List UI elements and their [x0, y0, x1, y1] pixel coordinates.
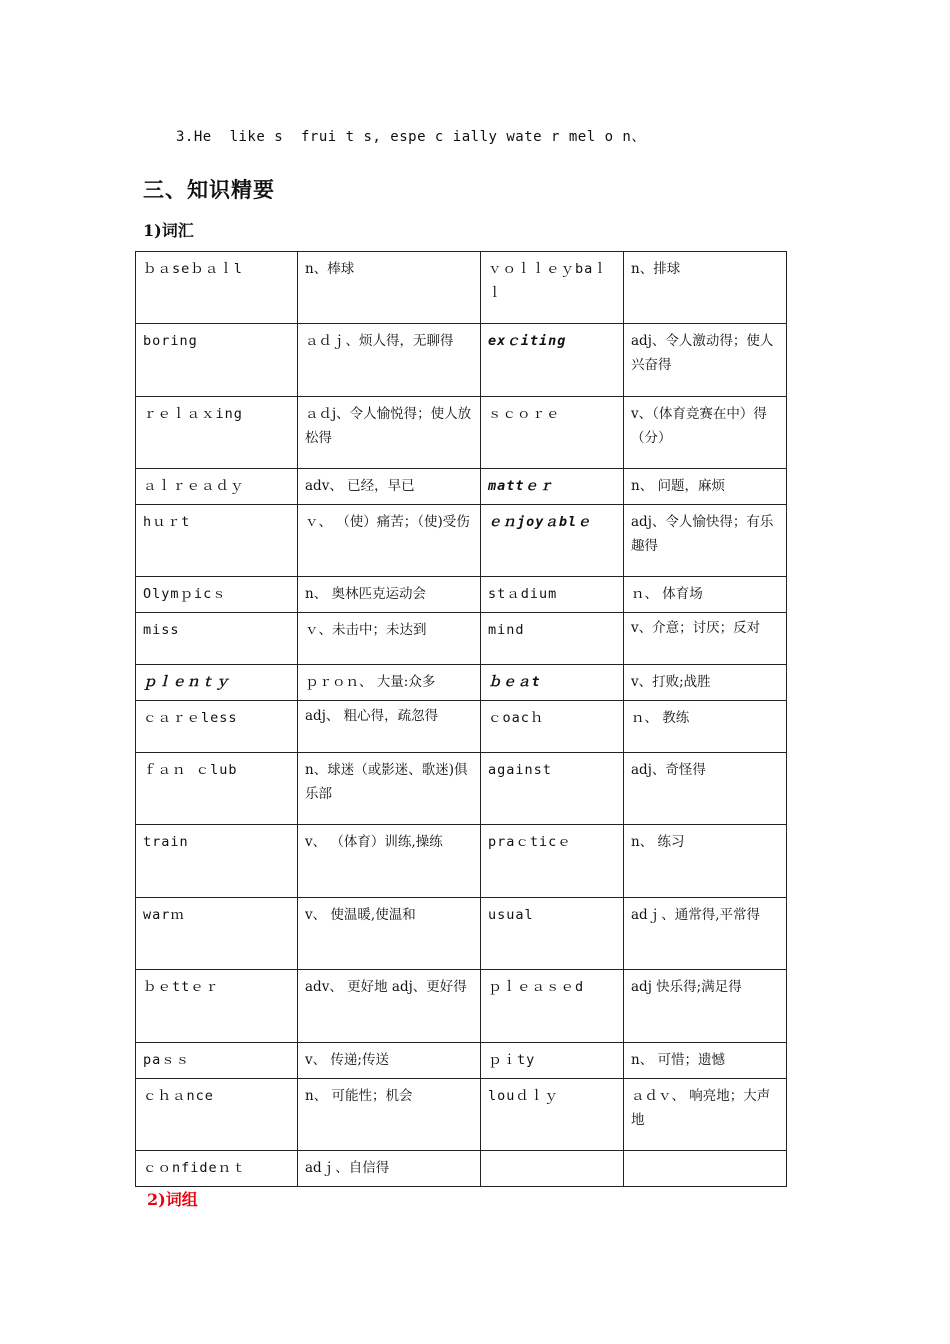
word-cell: warｍ: [136, 898, 298, 970]
table-row: [136, 970, 787, 1043]
word-cell: louｄｌｙ: [481, 1079, 624, 1151]
table-row: [136, 825, 787, 898]
table-row: [136, 577, 787, 613]
word-cell: ｐｌｅａｓｅd: [481, 970, 624, 1043]
table-row: [136, 613, 787, 665]
meaning-cell: n、 问题，麻烦: [624, 469, 787, 505]
table-row: [136, 397, 787, 469]
meaning-cell: n、 练习: [624, 825, 787, 898]
meaning-cell: n、 奥林匹克运动会: [298, 577, 481, 613]
meaning-cell: v、 （体育）训练,操练: [298, 825, 481, 898]
meaning-cell: v、打败;战胜: [624, 665, 787, 701]
meaning-cell: [624, 1151, 787, 1187]
meaning-cell: adj、奇怪得: [624, 753, 787, 825]
table-row: [136, 252, 787, 324]
word-cell: ｃoacｈ: [481, 701, 624, 753]
word-cell: ｓｃｏｒｅ: [481, 397, 624, 469]
meaning-cell: adv、 更好地 adj、更好得: [298, 970, 481, 1043]
meaning-cell: adj、 粗心得，疏忽得: [298, 701, 481, 753]
word-cell: ｖｏｌｌｅｙbaｌｌ: [481, 252, 624, 324]
word-cell: ｅｎjoyａblｅ: [481, 505, 624, 577]
meaning-cell: v、介意；讨厌；反对: [624, 613, 787, 665]
word-cell: exｃiting: [481, 324, 624, 397]
word-cell: paｓｓ: [136, 1043, 298, 1079]
meaning-cell: ａｄｊ、烦人得，无聊得: [298, 324, 481, 397]
word-cell: against: [481, 753, 624, 825]
word-cell: ｂａseｂａｌl: [136, 252, 298, 324]
word-cell: praｃticｅ: [481, 825, 624, 898]
word-cell: ｃｏnfideｎｔ: [136, 1151, 298, 1187]
word-cell: ｒｅｌａｘing: [136, 397, 298, 469]
word-cell: ｆａｎ ｃlub: [136, 753, 298, 825]
word-cell: usual: [481, 898, 624, 970]
word-cell: ｃｈａnce: [136, 1079, 298, 1151]
meaning-cell: adv、 已经，早已: [298, 469, 481, 505]
meaning-cell: adｊ、自信得: [298, 1151, 481, 1187]
meaning-cell: n、球迷（或影迷、歌迷)俱乐部: [298, 753, 481, 825]
table-row: [136, 665, 787, 701]
meaning-cell: adj 快乐得;满足得: [624, 970, 787, 1043]
table-row: [136, 324, 787, 397]
word-cell: Olymｐicｓ: [136, 577, 298, 613]
meaning-cell: adj、令人愉快得；有乐趣得: [624, 505, 787, 577]
meaning-cell: adｊ、通常得,平常得: [624, 898, 787, 970]
meaning-cell: ａｄj、令人愉悦得；使人放松得: [298, 397, 481, 469]
table-row: [136, 469, 787, 505]
table-row: [136, 1043, 787, 1079]
section-title: 三、知识精要: [143, 177, 275, 202]
meaning-cell: v、 使温暖,使温和: [298, 898, 481, 970]
meaning-cell: n、 可惜；遗憾: [624, 1043, 787, 1079]
table-row: [136, 898, 787, 970]
meaning-cell: v、（体育竞赛在中）得（分）: [624, 397, 787, 469]
meaning-cell: ｎ、 体育场: [624, 577, 787, 613]
word-cell: boring: [136, 324, 298, 397]
word-cell: ａｌｒｅａｄｙ: [136, 469, 298, 505]
meaning-cell: ｐｒｏｎ、 大量:众多: [298, 665, 481, 701]
word-cell: ｐｉty: [481, 1043, 624, 1079]
meaning-cell: ｎ、 教练: [624, 701, 787, 753]
word-cell: stａdium: [481, 577, 624, 613]
word-cell: mind: [481, 613, 624, 665]
meaning-cell: adj、令人激动得；使人兴奋得: [624, 324, 787, 397]
table-row: [136, 753, 787, 825]
word-cell: train: [136, 825, 298, 898]
vocab-heading: 1)词汇: [143, 221, 194, 240]
meaning-cell: n、 可能性；机会: [298, 1079, 481, 1151]
meaning-cell: n、排球: [624, 252, 787, 324]
word-cell: hｕｒt: [136, 505, 298, 577]
phrases-heading: 2)词组: [147, 1190, 198, 1209]
word-cell: ｂｅａt: [481, 665, 624, 701]
table-row: [136, 505, 787, 577]
word-cell: ｂｅttｅｒ: [136, 970, 298, 1043]
meaning-cell: v、 传递;传送: [298, 1043, 481, 1079]
vocab-table: [135, 251, 787, 1187]
meaning-cell: ｖ、 （使）痛苦；（使)受伤: [298, 505, 481, 577]
word-cell: [481, 1151, 624, 1187]
table-row: [136, 701, 787, 753]
table-row: [136, 1079, 787, 1151]
table-row: [136, 1151, 787, 1187]
meaning-cell: n、棒球: [298, 252, 481, 324]
word-cell: miss: [136, 613, 298, 665]
word-cell: ｐｌｅｎｔｙ: [136, 665, 298, 701]
meaning-cell: ａｄｖ、 响亮地；大声地: [624, 1079, 787, 1151]
word-cell: mattｅｒ: [481, 469, 624, 505]
meaning-cell: ｖ、未击中；未达到: [298, 613, 481, 665]
word-cell: ｃａｒｅless: [136, 701, 298, 753]
example-sentence: 3.He like s frui t s, espe c ially wate r mel o n、: [176, 129, 646, 145]
